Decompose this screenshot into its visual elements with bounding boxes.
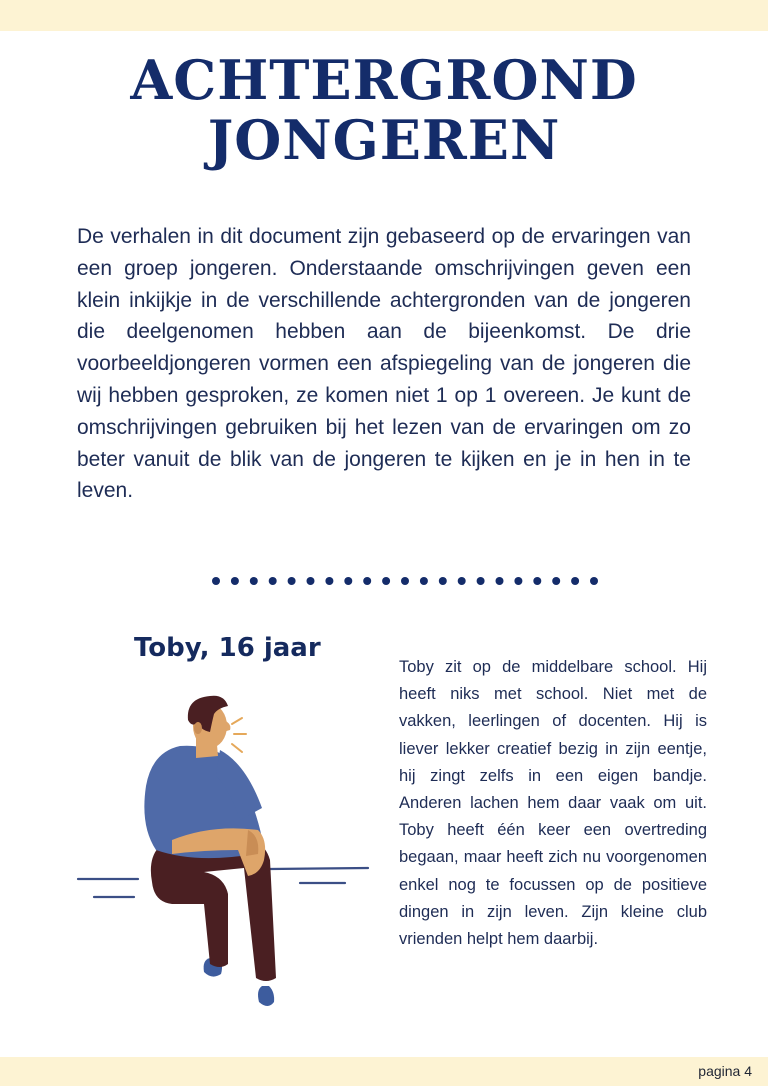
divider-dot (307, 577, 315, 585)
profile-description: Toby zit op de middelbare school. Hij heeft niks met school. Niet met de vakken, leerlingen of docenten. Hij is liever lekker creatief bezig in zijn eentje, hij zingt zelfs in een eigen bandje. Anderen lachen hem daar vaak om uit. Toby heeft één keer een overtreding begaan, maar heeft zich nu voorgenomen enkel nog te focussen op de positieve dingen in zijn leven. Zijn kleine club vrienden helpt hem daarbij. (399, 658, 707, 949)
divider-dot (325, 577, 333, 585)
seated-young-man-illustration (70, 690, 380, 1020)
divider-dot (552, 577, 560, 585)
divider-dot (590, 577, 598, 585)
divider-dot (533, 577, 541, 585)
divider-dot (212, 577, 220, 585)
divider-dot (420, 577, 428, 585)
divider-dot (496, 577, 504, 585)
dotted-divider (210, 575, 600, 587)
divider-dot (477, 577, 485, 585)
divider-dot (288, 577, 296, 585)
profile-name: Toby, 16 jaar (134, 633, 321, 663)
divider-dot (514, 577, 522, 585)
title-line-1: ACHTERGROND (130, 48, 638, 112)
divider-dot (439, 577, 447, 585)
title-line-2: JONGEREN (207, 108, 561, 172)
page-number: pagina 4 (698, 1063, 752, 1079)
divider-dot (231, 577, 239, 585)
divider-dot (401, 577, 409, 585)
divider-dot (363, 577, 371, 585)
page-title (0, 50, 768, 170)
intro-paragraph: De verhalen in dit document zijn gebaseerd op de ervaringen van een groep jongeren. Onderstaande omschrijvingen geven een klein inkijkje in de verschillende achtergronden van de jongeren die deelgenomen hebben aan de bijeenkomst. De drie voorbeeldjongeren vormen een afspiegeling van de jongeren die wij hebben gesproken, ze komen niet 1 op 1 overeen. Je kunt de omschrijvingen gebruiken bij het lezen van de ervaringen om zo beter vanuit de blik van de jongeren te kijken en je in hen in te leven. (77, 225, 691, 503)
divider-dot (571, 577, 579, 585)
divider-dot (269, 577, 277, 585)
divider-dot (382, 577, 390, 585)
divider-dot (344, 577, 352, 585)
top-decorative-band (0, 0, 768, 31)
bottom-decorative-band (0, 1057, 768, 1086)
divider-dot (458, 577, 466, 585)
divider-dot (250, 577, 258, 585)
